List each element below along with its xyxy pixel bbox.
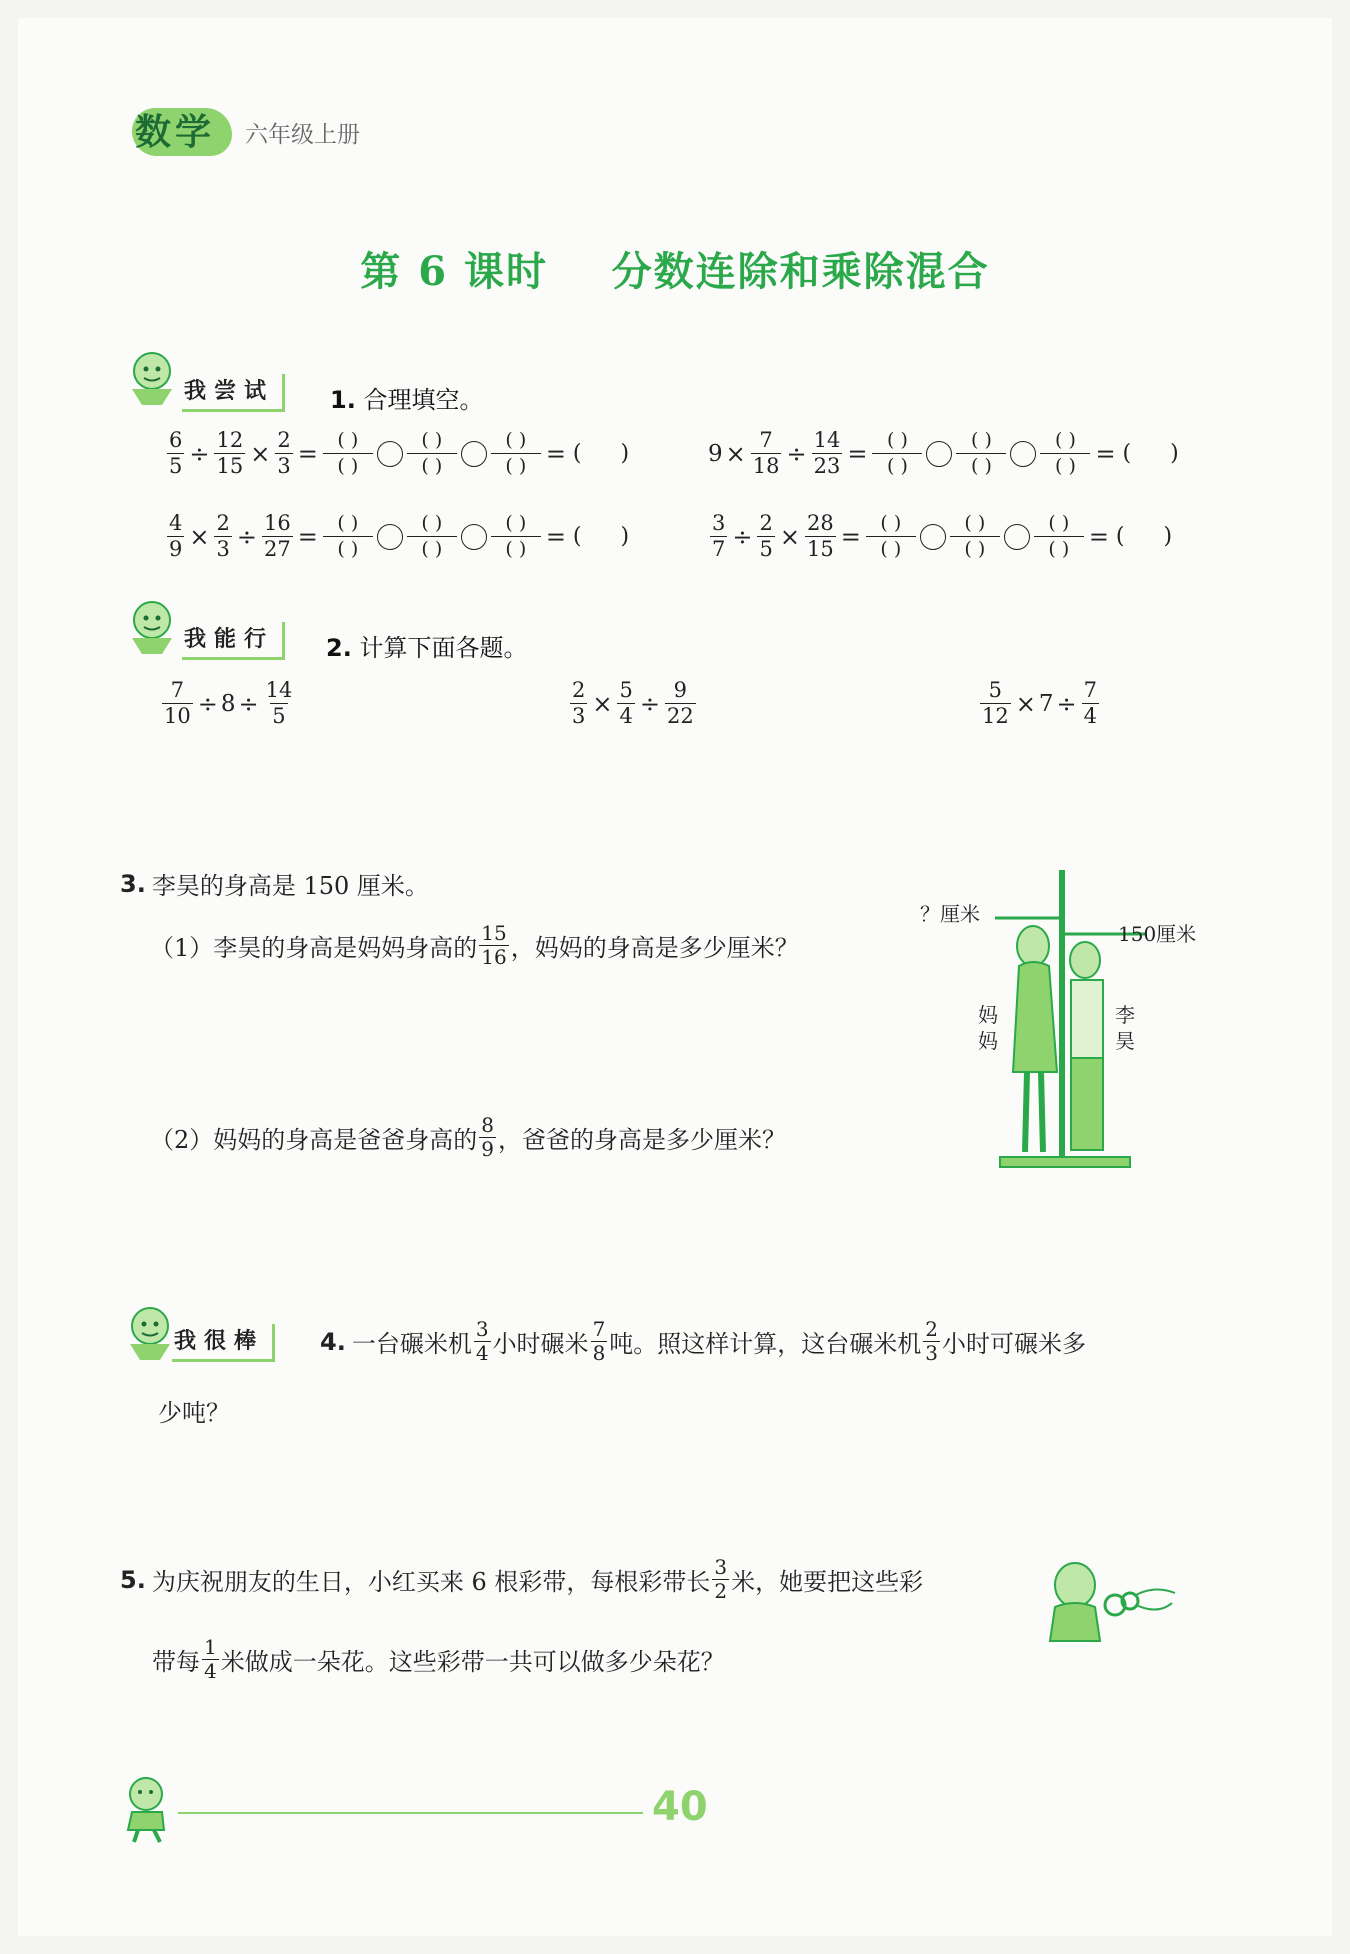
fraction [617,678,634,729]
blank-denominator: ( ) [956,453,1006,479]
numerator: 14 [265,678,293,702]
numerator: 5 [619,678,633,702]
blank-numerator: ( ) [1055,429,1076,451]
q3-intro [120,866,429,901]
operator-blank-circle [377,524,403,550]
fraction [167,511,184,562]
q2-problem-3 [978,678,1101,729]
blank-numerator: ( ) [505,429,527,451]
fraction [710,511,727,562]
q2-problem-1 [160,678,296,729]
page-number: 40 [652,1784,708,1830]
q5-line2 [152,1636,725,1683]
denominator: 16 [481,945,507,969]
numerator: 7 [170,678,185,702]
blank-fraction [950,511,1000,562]
operator: × [250,439,271,468]
denominator: 7 [712,537,726,561]
numerator: 7 [1083,678,1097,702]
number: 8 [220,690,236,717]
operator: ÷ [189,439,210,468]
denominator: 5 [759,537,773,561]
q1-expression-1 [165,428,645,479]
lesson-title: 第 6 课时 分数连除和乘除混合 [360,248,990,295]
answer-blank: ( ) [572,441,646,466]
blank-denominator: ( ) [872,453,922,479]
q1-number: 1. [330,386,356,414]
fraction [479,922,508,969]
operator: ÷ [238,689,259,718]
fraction [474,1318,491,1365]
operator: ÷ [236,522,257,551]
blank-denominator: ( ) [491,536,541,562]
numerator: 5 [988,678,1003,702]
denominator: 23 [813,454,841,478]
number: 9 [708,440,723,467]
fraction [214,428,245,479]
denominator: 4 [204,1659,217,1683]
denominator: 10 [164,704,191,728]
q3-sub1 [150,922,799,969]
numerator: 2 [277,428,291,452]
q4-text-2: 小时碾米 [492,1330,589,1358]
numerator: 2 [925,1317,939,1341]
fraction [665,678,696,729]
denominator: 4 [1083,704,1097,728]
denominator: 3 [216,537,230,561]
equals-sign: = [840,522,861,551]
answer-blank: ( ) [1115,524,1189,549]
blank-numerator: ( ) [337,429,359,451]
q5-text-4: 米做成一朵花。这些彩带一共可以做多少朵花？ [220,1648,725,1676]
numerator: 2 [572,678,586,702]
fraction [570,678,587,729]
denominator: 15 [216,454,244,478]
denominator: 3 [572,704,586,728]
blank-numerator: ( ) [971,429,992,451]
fraction [923,1318,940,1365]
fraction [202,1636,219,1683]
operator: ÷ [197,689,218,718]
equals-sign: = [1095,439,1116,468]
fraction [757,511,774,562]
denominator: 8 [592,1341,606,1365]
blank-fraction [323,511,373,562]
fraction [812,428,843,479]
fraction [751,428,782,479]
number: 7 [1038,690,1054,717]
denominator: 4 [619,704,633,728]
numerator: 3 [475,1317,489,1341]
mascot-icon [122,345,182,407]
operator-blank-circle [1010,441,1036,467]
answer-blank: ( ) [572,524,646,549]
blank-numerator: ( ) [880,512,902,534]
boy-label: 李昊 [1115,1003,1135,1053]
blank-fraction [956,428,1006,479]
section-tag-great: 我很棒 [172,1324,275,1362]
denominator: 5 [169,454,183,478]
q2-title-text: 计算下面各题。 [359,634,528,662]
fraction [980,678,1011,729]
numerator: 16 [263,511,291,535]
blank-fraction [1034,511,1084,562]
q4-text-4: 小时可碾米多 [942,1330,1087,1358]
q1-title [330,380,483,415]
mascot-icon [120,1300,180,1362]
subject-title: 数学 [135,112,216,153]
fraction [167,428,184,479]
blank-denominator: ( ) [407,453,457,479]
numerator: 9 [673,678,688,702]
section-tag-try: 我尝试 [182,374,285,412]
unknown-height-label: ？厘米 [920,902,980,926]
blank-denominator: ( ) [866,536,916,562]
denominator: 27 [263,537,291,561]
numerator: 8 [481,1113,495,1137]
fraction [275,428,292,479]
blank-numerator: ( ) [964,512,986,534]
q5-text-1: 为庆祝朋友的生日，小红买来 6 根彩带，每根彩带长 [151,1568,711,1596]
equals-sign: = [297,439,318,468]
q4-line1 [320,1318,1086,1365]
denominator: 9 [169,537,183,561]
operator-blank-circle [920,524,946,550]
blank-numerator: ( ) [1048,512,1070,534]
denominator: 18 [752,454,780,478]
known-height-label: 150厘米 [1118,922,1197,946]
numerator: 28 [806,511,834,535]
blank-denominator: ( ) [407,536,457,562]
numerator: 6 [169,428,183,452]
operator-blank-circle [461,524,487,550]
q3-number: 3. [120,869,146,898]
fraction [591,1318,608,1365]
blank-fraction [491,428,541,479]
section-tag-can: 我能行 [182,622,285,660]
blank-numerator: ( ) [337,512,359,534]
operator-blank-circle [926,441,952,467]
footer-line [178,1812,643,1814]
blank-numerator: ( ) [421,512,443,534]
numerator: 2 [216,511,230,535]
denominator: 3 [925,1341,939,1365]
blank-fraction [1040,428,1090,479]
numerator: 2 [759,511,773,535]
denominator: 5 [272,704,286,728]
numerator: 15 [481,921,507,945]
numerator: 14 [813,428,841,452]
numerator: 3 [712,511,726,535]
blank-numerator: ( ) [421,429,443,451]
operator: ÷ [786,439,807,468]
operator: ÷ [639,689,660,718]
girl-ribbon-illustration [1040,1555,1180,1645]
equals-sign: = [545,522,566,551]
numerator: 3 [714,1555,728,1579]
blank-denominator: ( ) [491,453,541,479]
q3-sub1-pre: （1）李昊的身高是妈妈身高的 [150,934,478,962]
fraction [479,1114,496,1161]
numerator: 4 [169,511,183,535]
fraction [805,511,836,562]
q1-expression-2 [708,428,1195,479]
q5-text-2: 米，她要把这些彩 [731,1568,924,1596]
denominator: 22 [666,704,694,728]
equals-sign: = [545,439,566,468]
blank-fraction [491,511,541,562]
equals-sign: = [847,439,868,468]
q1-title-text: 合理填空。 [363,386,484,414]
operator: × [189,522,210,551]
blank-denominator: ( ) [323,453,373,479]
mom-label: 妈妈 [978,1003,998,1053]
blank-fraction [872,428,922,479]
fraction [214,511,231,562]
q5-number: 5. [120,1565,146,1594]
equals-sign: = [1088,522,1109,551]
operator: ÷ [1056,689,1077,718]
q2-number: 2. [326,634,352,662]
blank-fraction [407,428,457,479]
blank-denominator: ( ) [950,536,1000,562]
mascot-icon [122,594,182,656]
operator: × [779,522,800,551]
q3-sub1-post: ，妈妈的身高是多少厘米？ [510,934,799,962]
q5-line1 [120,1556,923,1603]
operator-blank-circle [1004,524,1030,550]
fraction [262,511,293,562]
q3-sub2-post: ，爸爸的身高是多少厘米？ [498,1126,787,1154]
q4-number: 4. [320,1327,346,1356]
denominator: 12 [982,704,1009,728]
q3-intro-text: 李昊的身高是 150 厘米。 [151,872,429,900]
blank-fraction [323,428,373,479]
blank-numerator: ( ) [505,512,527,534]
fraction [264,678,295,729]
q1-expression-4 [708,511,1188,562]
denominator: 9 [481,1137,495,1161]
q4-text-1: 一台碾米机 [351,1330,472,1358]
fraction [162,678,193,729]
q4-text-3: 吨。照这样计算，这台碾米机 [609,1330,922,1358]
blank-denominator: ( ) [323,536,373,562]
denominator: 2 [714,1579,728,1603]
q4-line2: 少吨？ [158,1399,230,1427]
operator: × [592,689,613,718]
fraction [1082,678,1099,729]
operator-blank-circle [461,441,487,467]
blank-fraction [866,511,916,562]
q2-problem-2 [568,678,698,729]
denominator: 3 [277,454,291,478]
numerator: 7 [759,428,773,452]
numerator: 12 [216,428,244,452]
blank-denominator: ( ) [1034,536,1084,562]
footer-mascot-icon [118,1772,180,1844]
blank-fraction [407,511,457,562]
denominator: 4 [475,1341,489,1365]
q1-expression-3 [165,511,645,562]
fraction [712,1556,729,1603]
operator: ÷ [732,522,753,551]
blank-denominator: ( ) [1040,453,1090,479]
q3-sub2-pre: （2）妈妈的身高是爸爸身高的 [150,1126,478,1154]
grade-label: 六年级上册 [245,122,360,148]
blank-numerator: ( ) [887,429,908,451]
numerator: 7 [592,1317,606,1341]
operator: × [1015,689,1036,718]
denominator: 15 [806,537,834,561]
operator: × [725,439,746,468]
q2-title [326,628,527,663]
operator-blank-circle [377,441,403,467]
q5-text-3: 带每 [152,1648,200,1676]
numerator: 1 [204,1635,217,1659]
equals-sign: = [297,522,318,551]
answer-blank: ( ) [1122,441,1195,466]
q3-sub2 [150,1114,786,1161]
